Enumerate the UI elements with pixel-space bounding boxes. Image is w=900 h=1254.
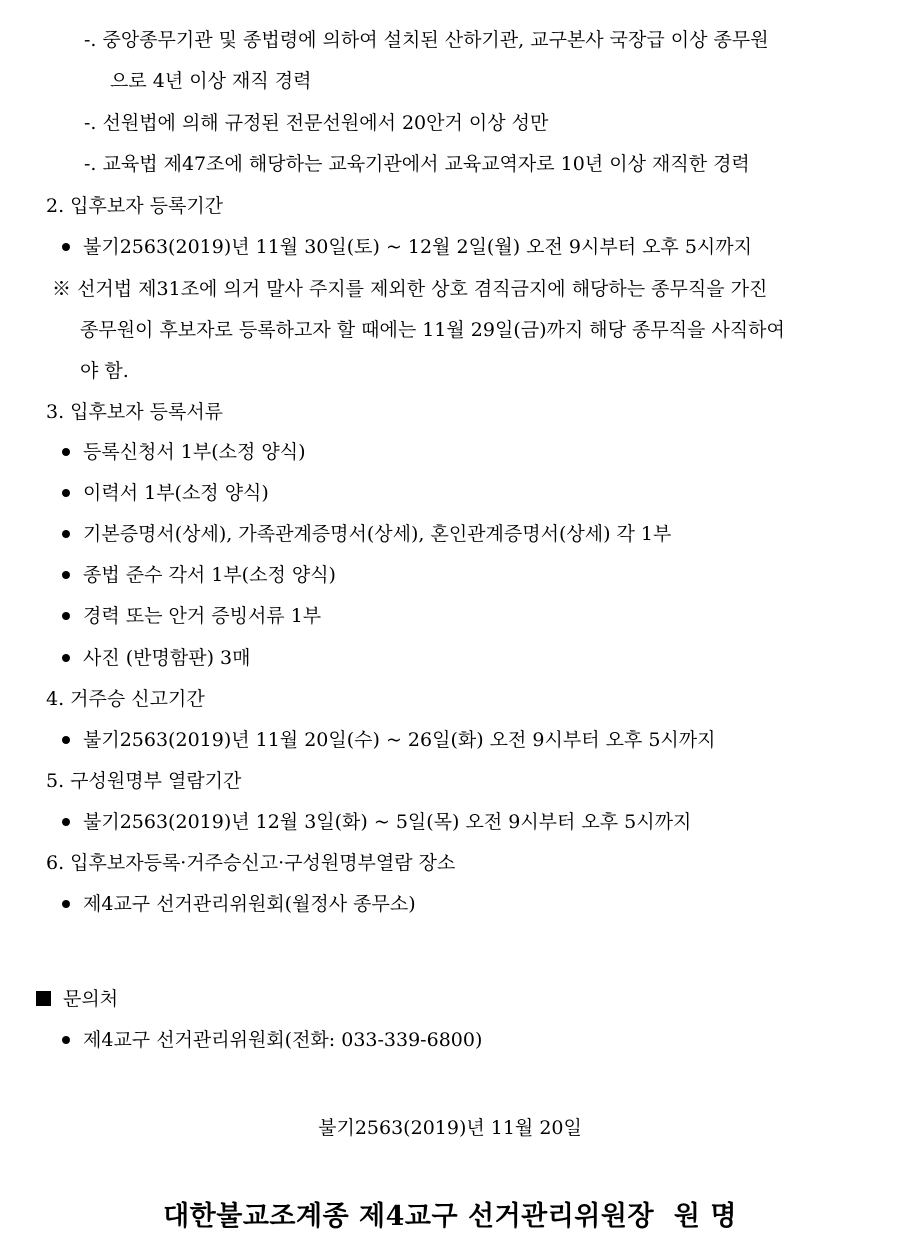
reference-mark-icon: ※ bbox=[52, 278, 72, 300]
section-2-note bbox=[52, 277, 767, 301]
qualification-item-1-continued: 으로 4년 이상 재직 경력 bbox=[110, 70, 312, 92]
section-2-heading: 2. 입후보자 등록기간 bbox=[46, 195, 224, 217]
section-6-bullet bbox=[62, 892, 416, 916]
section-4-heading: 4. 거주승 신고기간 bbox=[46, 688, 205, 710]
bullet-dot-icon bbox=[62, 530, 70, 538]
section-5-bullet bbox=[62, 810, 691, 834]
section-3-bullet bbox=[62, 604, 321, 628]
bullet-dot-icon bbox=[62, 654, 70, 662]
section-3-bullet-text: 사진 (반명함판) 3매 bbox=[83, 647, 251, 669]
section-3-bullet-text: 등록신청서 1부(소정 양식) bbox=[83, 441, 306, 463]
qualification-item-1: -. 중앙종무기관 및 종법령에 의하여 설치된 산하기관, 교구본사 국장급 이상 종무원 bbox=[84, 29, 769, 51]
bullet-dot-icon bbox=[62, 243, 70, 251]
section-4-bullet bbox=[62, 728, 716, 752]
qualification-item-3: -. 교육법 제47조에 해당하는 교육기관에서 교육교역자로 10년 이상 재직한 경력 bbox=[84, 153, 750, 175]
section-2-note-line-2: 종무원이 후보자로 등록하고자 할 때에는 11월 29일(금)까지 해당 종무직을 사직하여 bbox=[80, 319, 785, 341]
bullet-dot-icon bbox=[62, 900, 70, 908]
bullet-dot-icon bbox=[62, 448, 70, 456]
black-square-icon bbox=[36, 991, 51, 1006]
section-3-heading: 3. 입후보자 등록서류 bbox=[46, 401, 224, 423]
section-6-heading: 6. 입후보자등록·거주승신고·구성원명부열람 장소 bbox=[46, 852, 456, 874]
contact-bullet bbox=[62, 1028, 482, 1052]
section-3-bullet-text: 경력 또는 안거 증빙서류 1부 bbox=[83, 605, 322, 627]
section-3-bullet bbox=[62, 646, 250, 670]
section-3-bullet bbox=[62, 563, 336, 587]
signature-line: 대한불교조계종 제4교구 선거관리위원장 원 명 bbox=[163, 1201, 737, 1232]
section-2-note-line-3: 야 함. bbox=[80, 360, 129, 382]
section-2-note-line-1: 선거법 제31조에 의거 말사 주지를 제외한 상호 겸직금지에 해당하는 종무직을 가진 bbox=[77, 278, 768, 300]
section-2-bullet-text: 불기2563(2019)년 11월 30일(토) ~ 12월 2일(월) 오전 9시부터 오후 5시까지 bbox=[83, 236, 752, 258]
section-5-heading: 5. 구성원명부 열람기간 bbox=[46, 770, 242, 792]
bullet-dot-icon bbox=[62, 489, 70, 497]
qualification-item-2: -. 선원법에 의해 규정된 전문선원에서 20안거 이상 성만 bbox=[84, 112, 549, 134]
section-3-bullet-text: 이력서 1부(소정 양식) bbox=[83, 482, 269, 504]
section-4-bullet-text: 불기2563(2019)년 11월 20일(수) ~ 26일(화) 오전 9시부터 오후 5시까지 bbox=[83, 729, 716, 751]
section-6-bullet-text: 제4교구 선거관리위원회(월정사 종무소) bbox=[83, 893, 416, 915]
section-3-bullet bbox=[62, 522, 671, 546]
bullet-dot-icon bbox=[62, 1036, 70, 1044]
bullet-dot-icon bbox=[62, 818, 70, 826]
contact-bullet-text: 제4교구 선거관리위원회(전화: 033-339-6800) bbox=[83, 1029, 483, 1051]
section-3-bullet-text: 기본증명서(상세), 가족관계증명서(상세), 혼인관계증명서(상세) 각 1부 bbox=[83, 523, 672, 545]
contact-heading bbox=[36, 987, 118, 1011]
contact-heading-text: 문의처 bbox=[63, 988, 119, 1010]
section-3-bullet bbox=[62, 440, 306, 464]
section-3-bullet-text: 종법 준수 각서 1부(소정 양식) bbox=[83, 564, 336, 586]
bullet-dot-icon bbox=[62, 736, 70, 744]
section-5-bullet-text: 불기2563(2019)년 12월 3일(화) ~ 5일(목) 오전 9시부터 오후 5시까지 bbox=[83, 811, 692, 833]
document-date: 불기2563(2019)년 11월 20일 bbox=[318, 1117, 582, 1139]
bullet-dot-icon bbox=[62, 612, 70, 620]
section-2-bullet bbox=[62, 235, 752, 259]
bullet-dot-icon bbox=[62, 571, 70, 579]
section-3-bullet bbox=[62, 481, 269, 505]
